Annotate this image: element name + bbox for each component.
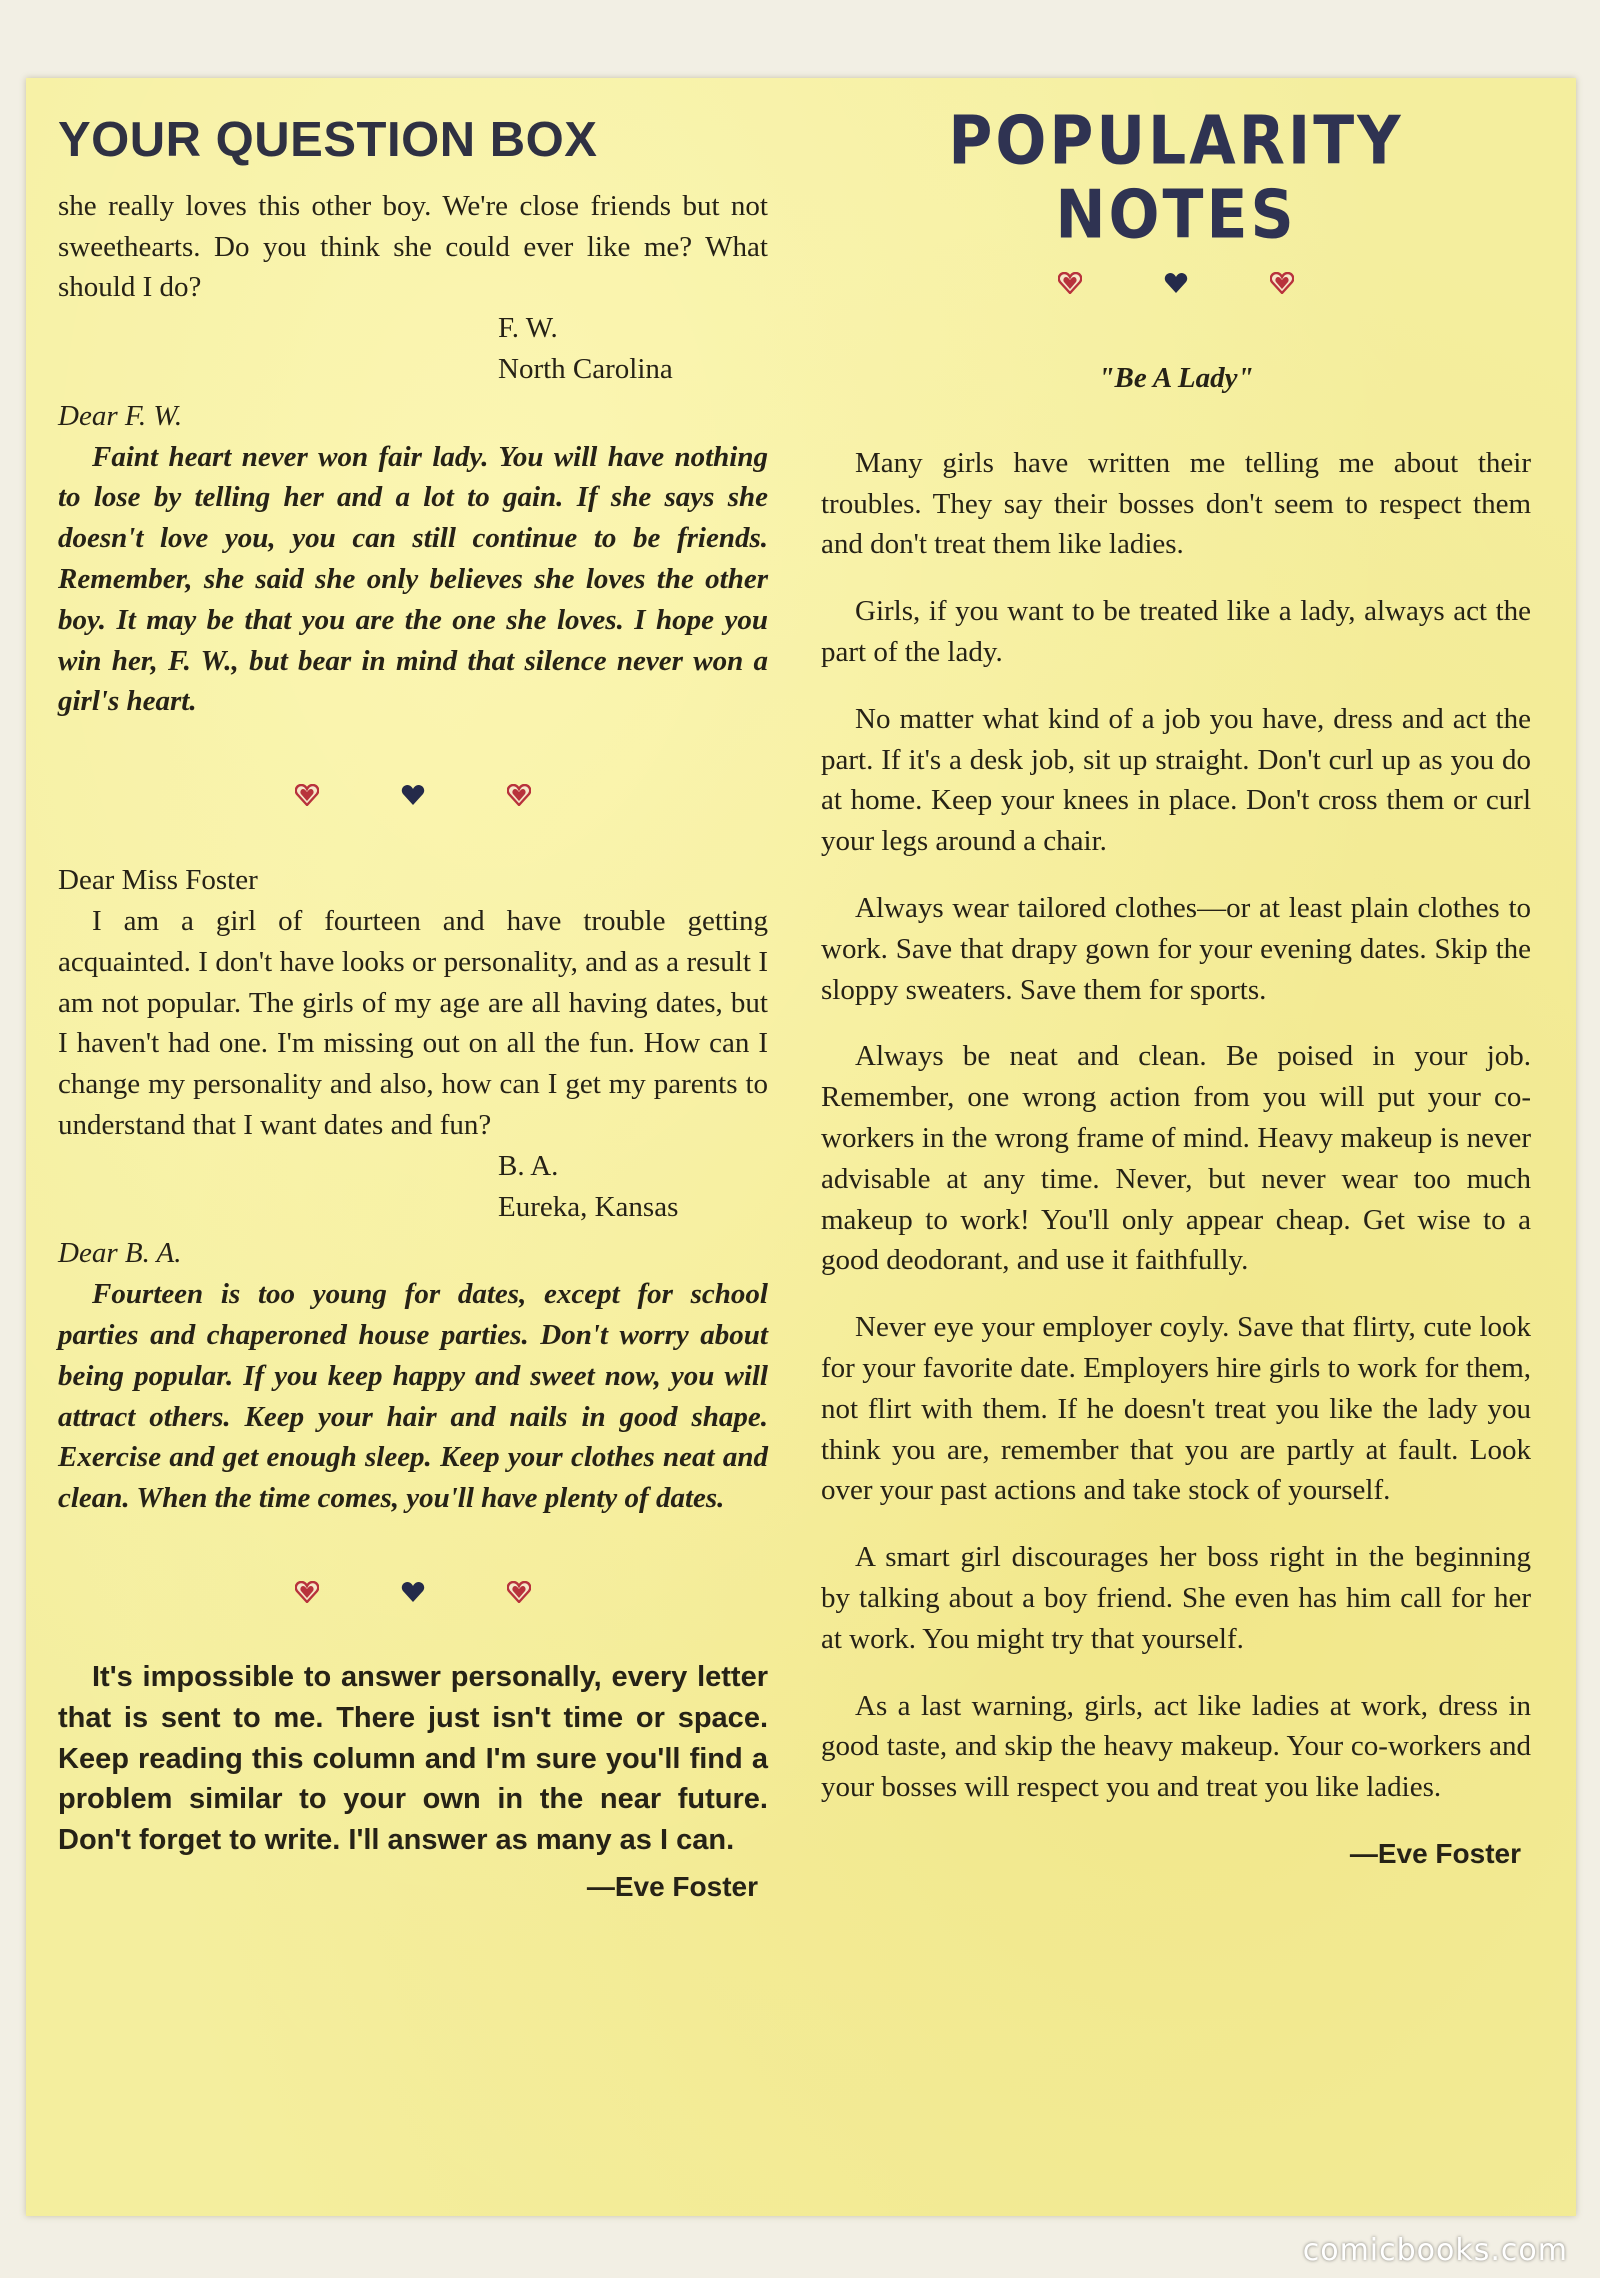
question-box-heading: YOUR QUESTION BOX — [58, 113, 598, 167]
letter1-tail: she really loves this other boy. We're close friends but not sweethearts. Do you think she could ever like me? What should I do? — [58, 189, 768, 304]
popularity-notes-heading: POPULARITY NOTES — [948, 101, 1404, 255]
closing-note: It's impossible to answer personally, every letter that is sent to me. There just isn't time or space. Keep reading this column and I'm sure you'll find a problem similar to your own in the near future. Don't forget to write. I'll answer as many as I can. — [58, 1661, 768, 1857]
reply2-body: Fourteen is too young for dates, except for school parties and chaperoned house parties. Don't worry about being popular. If you keep happy and sweet now, you will attract others. Keep your hair and nails in good shape. Exercise and get enough sleep. Keep your clothes neat and clean. When the time comes, you'll have plenty of dates. — [58, 1278, 768, 1515]
heart-icon — [401, 784, 425, 806]
heart-icon — [401, 1581, 425, 1603]
article-paragraph: Never eye your employer coyly. Save that flirty, cute look for your favorite date. Employers hire girls to work for them, not flirt with them. If he doesn't treat you like the lady you think you are, remember that you are partly at fault. Look over your past actions and take stock of yourself. — [821, 1311, 1531, 1507]
reply1-body: Faint heart never won fair lady. You will have nothing to lose by telling her and a lot to gain. If she says she doesn't love you, you can still continue to be friends. Remember, she said she only believes she loves the other boy. It may be that you are the one she loves. I hope you win her, F. W., but bear in mind that silence never won a girl's heart. — [58, 440, 768, 718]
popularity-notes-column — [821, 78, 1531, 1875]
heart-icon — [1270, 272, 1294, 294]
letter1-sig-initials: F. W. — [498, 312, 558, 345]
article-title: "Be A Lady" — [1098, 362, 1254, 394]
left-signoff: —Eve Foster — [586, 1870, 758, 1902]
article-paragraph: A smart girl discourages her boss right in the beginning by talking about a boy friend. She even has him call for her at work. You might try that yourself. — [821, 1541, 1531, 1655]
letter2-body: I am a girl of fourteen and have trouble getting acquainted. I don't have looks or personality, and as a result I am not popular. The girls of my age are all having dates, but I haven't had one. I'm missing out on all the fun. How can I change my personality and also, how can I get my parents to understand that I want dates and fun? — [58, 905, 768, 1142]
heart-icon — [295, 1581, 319, 1603]
reply2-salute: Dear B. A. — [58, 1237, 182, 1270]
letter2-salute: Dear Miss Foster — [58, 864, 258, 897]
letter1-sig-place: North Carolina — [498, 353, 673, 386]
letter2-sig-place: Eureka, Kansas — [498, 1190, 679, 1223]
heart-icon — [1164, 272, 1188, 294]
article-paragraph: As a last warning, girls, act like ladies at work, dress in good taste, and skip the heavy makeup. Your co-workers and your bosses will respect you and treat you like ladies. — [821, 1689, 1531, 1804]
comic-page — [26, 78, 1576, 2216]
article-paragraph: Many girls have written me telling me about their troubles. They say their bosses don't seem to respect them and don't treat them like ladies. — [821, 446, 1531, 561]
reply1-salute: Dear F. W. — [58, 399, 183, 432]
article-paragraph: Always be neat and clean. Be poised in your job. Remember, one wrong action from you will put your co-workers in the wrong frame of mind. Heavy makeup is never advisable at any time. Never, but never wear too much makeup to work! You'll only appear cheap. Get wise to a good deodorant, and use it faithfully. — [821, 1040, 1531, 1277]
question-box-column — [58, 78, 768, 1908]
article-paragraph: No matter what kind of a job you have, dress and act the part. If it's a desk job, sit up straight. Don't curl up as you do at home. Keep your knees in place. Don't cross them or curl your legs around a chair. — [821, 702, 1531, 858]
article-paragraph: Always wear tailored clothes—or at least plain clothes to work. Save that drapy gown for your evening dates. Skip the sloppy sweaters. Save them for sports. — [821, 891, 1531, 1006]
heart-divider — [821, 272, 1531, 294]
heart-divider — [58, 1581, 768, 1603]
heart-icon — [507, 1581, 531, 1603]
heart-icon — [507, 784, 531, 806]
right-signoff: —Eve Foster — [1349, 1837, 1521, 1869]
article-paragraph: Girls, if you want to be treated like a lady, always act the part of the lady. — [821, 595, 1531, 668]
heart-divider — [58, 784, 768, 806]
heart-icon — [1058, 272, 1082, 294]
letter2-sig-initials: B. A. — [498, 1149, 559, 1182]
heart-icon — [295, 784, 319, 806]
site-watermark: comicbooks.com — [1302, 2233, 1568, 2268]
